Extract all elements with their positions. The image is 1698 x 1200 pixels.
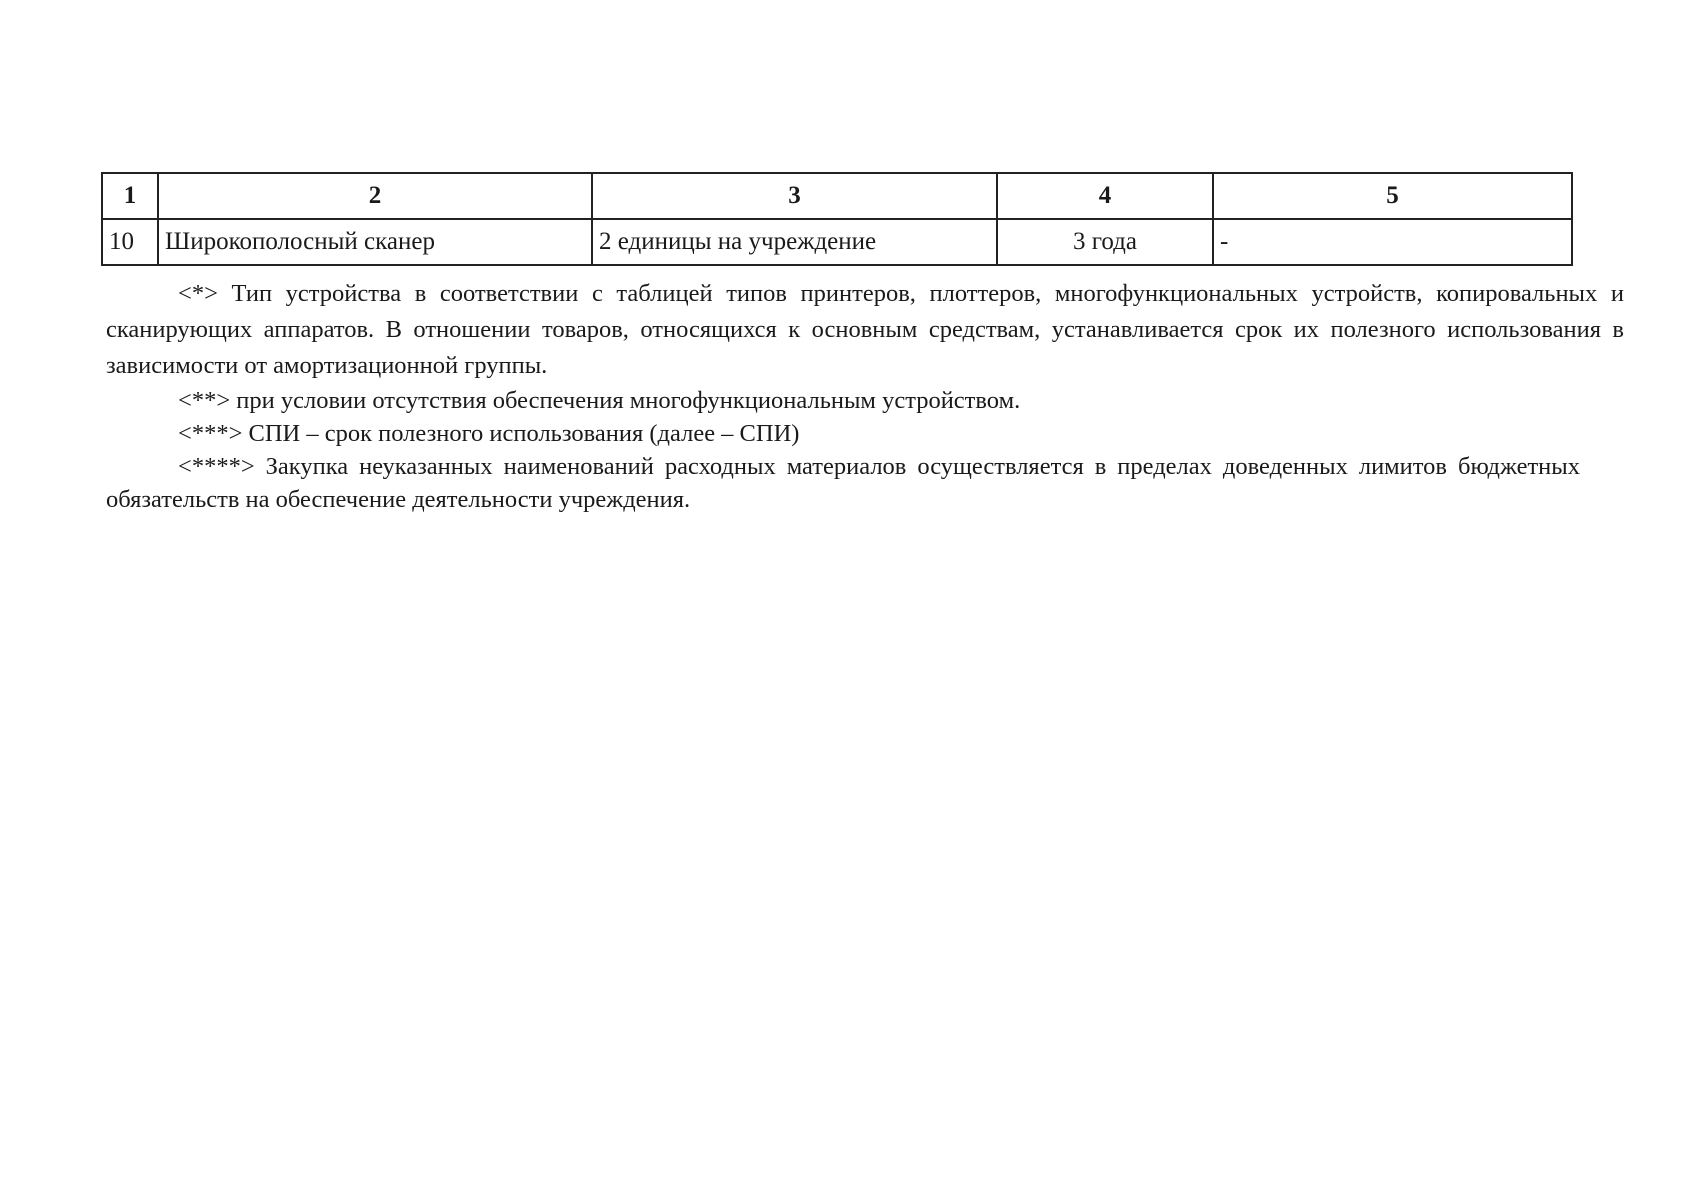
footnote-4: <****> Закупка неуказанных наименований расходных материалов осуществляется в пределах доведенных лимитов бюджетных обязательств на обеспечение деятельности учреждения. [106, 453, 1580, 513]
header-cell-3: 3 [592, 173, 997, 219]
row-number-cell: 10 [102, 219, 158, 265]
header-cell-4: 4 [997, 173, 1213, 219]
quantity-cell: 2 единицы на учреждение [592, 219, 997, 265]
header-cell-5: 5 [1213, 173, 1572, 219]
footnotes [106, 276, 1624, 516]
footnote-3: <***> СПИ – срок полезного использования (далее – СПИ) [178, 420, 800, 447]
header-cell-1: 1 [102, 173, 158, 219]
equipment-table [101, 172, 1573, 266]
footnote-2: <**> при условии отсутствия обеспечения многофункциональным устройством. [178, 387, 1021, 414]
table-header-row [102, 173, 1572, 219]
term-cell: 3 года [997, 219, 1213, 265]
item-name-cell: Широкополосный сканер [158, 219, 592, 265]
footnote-1: <*> Тип устройства в соответствии с таблицей типов принтеров, плоттеров, многофункциональных устройств, копировальных и сканирующих аппаратов. В отношении товаров, относящихся к основным средствам, устанавливается срок их полезного использования в зависимости от амортизационной группы. [106, 280, 1624, 379]
table-row [102, 219, 1572, 265]
note-cell: - [1213, 219, 1572, 265]
header-cell-2: 2 [158, 173, 592, 219]
